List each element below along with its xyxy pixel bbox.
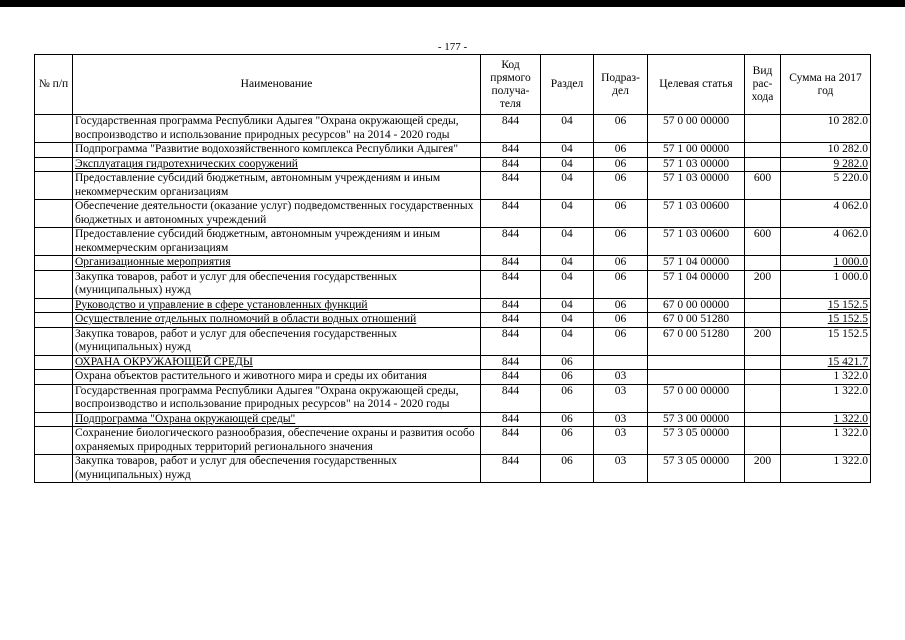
row-subsection: 06 — [594, 172, 648, 200]
table-row — [35, 200, 871, 228]
row-subsection: 06 — [594, 327, 648, 355]
table-row — [35, 384, 871, 412]
row-target: 67 0 00 51280 — [648, 327, 745, 355]
row-sum: 15 152.5 — [781, 313, 871, 328]
row-code: 844 — [481, 313, 541, 328]
row-subsection: 03 — [594, 455, 648, 483]
row-name: Обеспечение деятельности (оказание услуг) подведомственных государственных бюджетных и автономных учреждений — [73, 200, 481, 228]
row-exp-type — [745, 384, 781, 412]
row-subsection: 06 — [594, 200, 648, 228]
row-code: 844 — [481, 427, 541, 455]
row-code: 844 — [481, 298, 541, 313]
row-num — [35, 455, 73, 483]
row-exp-type — [745, 427, 781, 455]
row-name: Подпрограмма "Развитие водохозяйственного комплекса Республики Адыгея" — [73, 143, 481, 158]
row-exp-type — [745, 370, 781, 385]
table-row — [35, 256, 871, 271]
table-row — [35, 143, 871, 158]
row-sum: 10 282.0 — [781, 115, 871, 143]
table-row — [35, 172, 871, 200]
row-sum: 1 322.0 — [781, 427, 871, 455]
row-name: Предоставление субсидий бюджетным, автономным учреждениям и иным некоммерческим организациям — [73, 228, 481, 256]
row-section: 04 — [541, 327, 594, 355]
row-exp-type — [745, 143, 781, 158]
row-sum: 1 322.0 — [781, 412, 871, 427]
row-sum: 1 000.0 — [781, 270, 871, 298]
row-name: Закупка товаров, работ и услуг для обеспечения государственных (муниципальных) нужд — [73, 270, 481, 298]
row-name: Государственная программа Республики Адыгея "Охрана окружающей среды, воспроизводство и использование природных ресурсов" на 2014 - 2020 годы — [73, 115, 481, 143]
row-section: 04 — [541, 228, 594, 256]
row-subsection: 03 — [594, 412, 648, 427]
row-exp-type — [745, 115, 781, 143]
row-subsection: 03 — [594, 370, 648, 385]
table-row — [35, 270, 871, 298]
row-sum: 15 152.5 — [781, 327, 871, 355]
row-target: 67 0 00 51280 — [648, 313, 745, 328]
row-target: 57 1 04 00000 — [648, 256, 745, 271]
table-row — [35, 355, 871, 370]
row-sum: 5 220.0 — [781, 172, 871, 200]
row-target: 57 1 03 00600 — [648, 200, 745, 228]
row-subsection: 03 — [594, 427, 648, 455]
row-target: 57 0 00 00000 — [648, 384, 745, 412]
row-num — [35, 412, 73, 427]
header-target: Целевая статья — [648, 55, 745, 115]
row-name: Подпрограмма "Охрана окружающей среды" — [73, 412, 481, 427]
row-sum: 15 152.5 — [781, 298, 871, 313]
row-exp-type: 600 — [745, 172, 781, 200]
row-num — [35, 298, 73, 313]
row-name: Эксплуатация гидротехнических сооружений — [73, 157, 481, 172]
row-exp-type — [745, 298, 781, 313]
row-sum: 4 062.0 — [781, 228, 871, 256]
header-code: Код прямого получа-теля — [481, 55, 541, 115]
row-target: 57 3 00 00000 — [648, 412, 745, 427]
row-target: 67 0 00 00000 — [648, 298, 745, 313]
row-exp-type: 200 — [745, 327, 781, 355]
row-target — [648, 370, 745, 385]
row-subsection: 06 — [594, 143, 648, 158]
table-row — [35, 455, 871, 483]
row-sum: 15 421.7 — [781, 355, 871, 370]
row-code: 844 — [481, 256, 541, 271]
row-code: 844 — [481, 200, 541, 228]
row-section: 06 — [541, 370, 594, 385]
row-num — [35, 143, 73, 158]
scan-top-border — [0, 0, 905, 7]
row-name: Сохранение биологического разнообразия, обеспечение охраны и развития особо охраняемых природных территорий регионального значения — [73, 427, 481, 455]
row-code: 844 — [481, 143, 541, 158]
row-sum: 1 322.0 — [781, 384, 871, 412]
row-subsection: 06 — [594, 157, 648, 172]
row-section: 04 — [541, 270, 594, 298]
row-name: Организационные мероприятия — [73, 256, 481, 271]
row-section: 04 — [541, 172, 594, 200]
row-code: 844 — [481, 115, 541, 143]
row-target: 57 1 03 00000 — [648, 172, 745, 200]
table-row — [35, 427, 871, 455]
row-sum: 1 000.0 — [781, 256, 871, 271]
row-num — [35, 157, 73, 172]
table-row — [35, 412, 871, 427]
row-section: 04 — [541, 143, 594, 158]
row-subsection: 03 — [594, 384, 648, 412]
row-section: 06 — [541, 412, 594, 427]
header-section: Раздел — [541, 55, 594, 115]
table-row — [35, 157, 871, 172]
row-exp-type — [745, 355, 781, 370]
row-exp-type — [745, 157, 781, 172]
row-code: 844 — [481, 172, 541, 200]
row-code: 844 — [481, 228, 541, 256]
row-code: 844 — [481, 327, 541, 355]
row-sum: 1 322.0 — [781, 455, 871, 483]
header-num: № п/п — [35, 55, 73, 115]
row-subsection: 06 — [594, 313, 648, 328]
page-number: - 177 - — [437, 41, 468, 53]
table-row — [35, 313, 871, 328]
header-name: Наименование — [73, 55, 481, 115]
table-row — [35, 327, 871, 355]
row-code: 844 — [481, 355, 541, 370]
row-section: 04 — [541, 256, 594, 271]
row-subsection: 06 — [594, 270, 648, 298]
row-sum: 10 282.0 — [781, 143, 871, 158]
row-target: 57 3 05 00000 — [648, 427, 745, 455]
row-target: 57 3 05 00000 — [648, 455, 745, 483]
row-target: 57 0 00 00000 — [648, 115, 745, 143]
row-name: Охрана объектов растительного и животного мира и среды их обитания — [73, 370, 481, 385]
row-subsection: 06 — [594, 228, 648, 256]
row-code: 844 — [481, 412, 541, 427]
table-row — [35, 298, 871, 313]
row-sum: 1 322.0 — [781, 370, 871, 385]
row-num — [35, 370, 73, 385]
row-num — [35, 327, 73, 355]
row-sum: 9 282.0 — [781, 157, 871, 172]
row-code: 844 — [481, 455, 541, 483]
row-num — [35, 115, 73, 143]
row-section: 04 — [541, 313, 594, 328]
row-num — [35, 172, 73, 200]
row-name: Осуществление отдельных полномочий в области водных отношений — [73, 313, 481, 328]
header-exp-type: Вид рас-хода — [745, 55, 781, 115]
table-row — [35, 370, 871, 385]
row-section: 04 — [541, 200, 594, 228]
row-target: 57 1 04 00000 — [648, 270, 745, 298]
table-row — [35, 228, 871, 256]
row-exp-type: 200 — [745, 270, 781, 298]
row-section: 04 — [541, 115, 594, 143]
row-code: 844 — [481, 370, 541, 385]
row-target: 57 1 03 00600 — [648, 228, 745, 256]
row-num — [35, 384, 73, 412]
row-exp-type: 600 — [745, 228, 781, 256]
row-exp-type — [745, 313, 781, 328]
row-section: 06 — [541, 427, 594, 455]
row-code: 844 — [481, 157, 541, 172]
row-section: 06 — [541, 355, 594, 370]
row-section: 04 — [541, 298, 594, 313]
row-section: 04 — [541, 157, 594, 172]
row-section: 06 — [541, 384, 594, 412]
row-subsection: 06 — [594, 256, 648, 271]
header-subsection: Подраз-дел — [594, 55, 648, 115]
row-name: Предоставление субсидий бюджетным, автономным учреждениям и иным некоммерческим организациям — [73, 172, 481, 200]
row-name: Закупка товаров, работ и услуг для обеспечения государственных (муниципальных) нужд — [73, 327, 481, 355]
row-num — [35, 228, 73, 256]
row-subsection: 06 — [594, 115, 648, 143]
row-sum: 4 062.0 — [781, 200, 871, 228]
row-name: ОХРАНА ОКРУЖАЮЩЕЙ СРЕДЫ — [73, 355, 481, 370]
row-num — [35, 270, 73, 298]
row-code: 844 — [481, 270, 541, 298]
row-num — [35, 313, 73, 328]
table-header-row — [35, 55, 871, 115]
row-name: Руководство и управление в сфере установленных функций — [73, 298, 481, 313]
row-num — [35, 200, 73, 228]
budget-table — [34, 54, 871, 483]
row-exp-type: 200 — [745, 455, 781, 483]
row-subsection: 06 — [594, 298, 648, 313]
row-target: 57 1 03 00000 — [648, 157, 745, 172]
row-target: 57 1 00 00000 — [648, 143, 745, 158]
row-name: Закупка товаров, работ и услуг для обеспечения государственных (муниципальных) нужд — [73, 455, 481, 483]
row-section: 06 — [541, 455, 594, 483]
header-sum: Сумма на 2017 год — [781, 55, 871, 115]
row-num — [35, 355, 73, 370]
row-name: Государственная программа Республики Адыгея "Охрана окружающей среды, воспроизводство и использование природных ресурсов" на 2014 - 2020 годы — [73, 384, 481, 412]
row-target — [648, 355, 745, 370]
row-num — [35, 256, 73, 271]
row-num — [35, 427, 73, 455]
row-exp-type — [745, 412, 781, 427]
row-exp-type — [745, 256, 781, 271]
row-subsection — [594, 355, 648, 370]
table-row — [35, 115, 871, 143]
row-code: 844 — [481, 384, 541, 412]
row-exp-type — [745, 200, 781, 228]
